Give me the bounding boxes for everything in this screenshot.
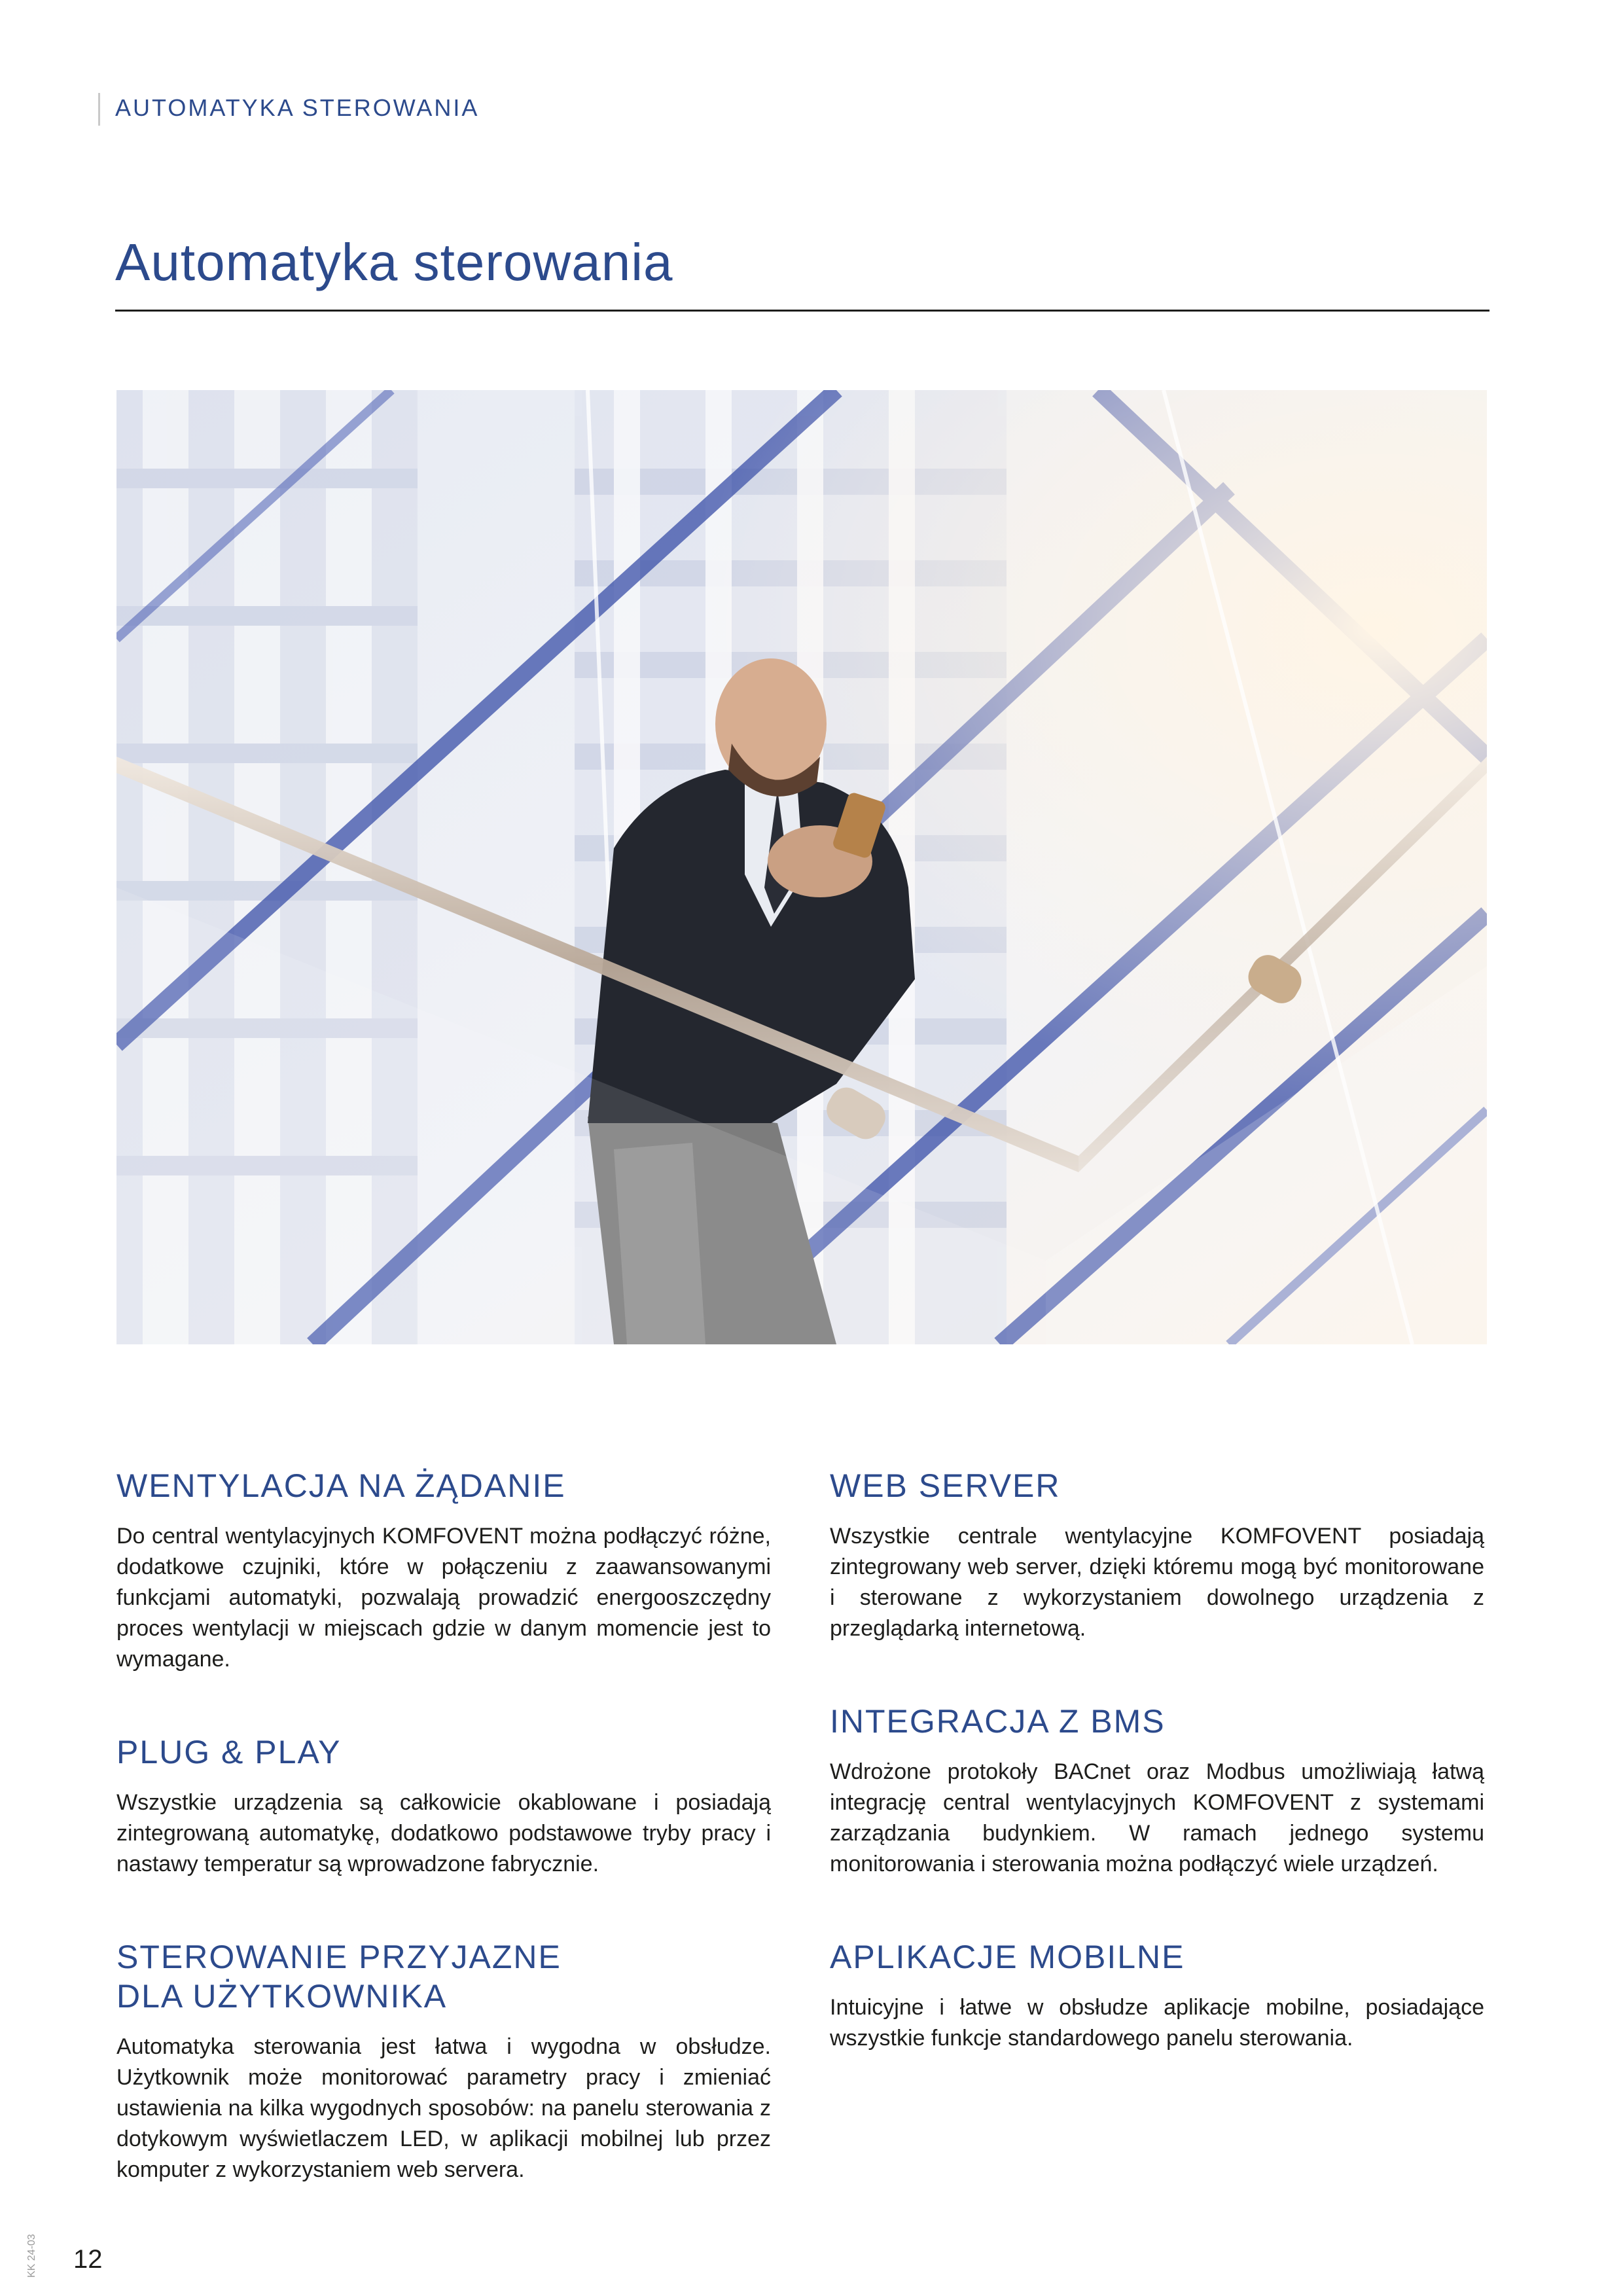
section-heading: PLUG & PLAY [116,1734,342,1770]
section-heading: WENTYLACJA NA ŻĄDANIE [116,1467,566,1504]
section-heading: WEB SERVER [830,1467,1061,1504]
section-plug-and-play [116,1732,771,1880]
section-body: Intuicyjne i łatwe w obsłudze aplikacje mobilne, posiadające wszystkie funkcje standardowego panelu sterowania. [830,1995,1484,2051]
section-heading [116,1937,771,2016]
section-user-friendly-control [116,1937,771,2185]
section-body: Do central wentylacyjnych KOMFOVENT można podłączyć różne, dodatkowe czujniki, które w połączeniu z zaawansowanymi funkcjami automatyki, pozwalają prowadzić energooszczędny proces wentylacji w miejscach gdzie w danym momencie jest to wymagane. [116,1524,771,1672]
businessman-on-glass-balcony-photo [116,390,1487,1344]
section-web-server [830,1466,1484,1644]
title-rule [115,310,1489,312]
section-body: Wdrożone protokoły BACnet oraz Modbus umożliwiają łatwą integrację central wentylacyjnych KOMFOVENT z systemami zarządzania budynkiem. W ramach jednego systemu monitorowania i sterowania można podłączyć wiele urządzeń. [830,1759,1484,1876]
section-body: Wszystkie centrale wentylacyjne KOMFOVENT posiadają zintegrowany web server, dzięki któremu mogą być monitorowane i sterowane z wykorzystaniem dowolnego urządzenia z przeglądarką internetową. [830,1524,1484,1641]
businessman-photo [116,390,1487,1344]
section-label: AUTOMATYKA STEROWANIA [115,94,480,121]
left-column [116,1466,771,2243]
page-number: 12 [73,2245,103,2274]
section-heading-line1: STEROWANIE PRZYJAZNE [116,1939,562,1975]
section-heading: APLIKACJE MOBILNE [830,1939,1185,1975]
right-column [830,1466,1484,2111]
section-body: Wszystkie urządzenia są całkowicie okablowane i posiadają zintegrowaną automatykę, dodatkowo podstawowe tryby pracy i nastawy temperatur są wprowadzone fabrycznie. [116,1790,771,1876]
section-body: Automatyka sterowania jest łatwa i wygodna w obsłudze. Użytkownik może monitorować parametry pracy i zmieniać ustawienia na kilka wygodnych sposobów: na panelu sterowania z dotykowym wyświetlaczem LED, w aplikacji mobilnej lub przez komputer z wykorzystaniem web servera. [116,2034,771,2182]
section-mobile-apps [830,1937,1484,2054]
doc-code: KK 24-03 [26,2234,37,2278]
section-heading: INTEGRACJA Z BMS [830,1703,1166,1740]
page-title: Automatyka sterowania [115,233,673,291]
section-demand-ventilation [116,1466,771,1675]
header-divider [98,93,100,126]
section-bms-integration [830,1702,1484,1880]
section-heading-line2: DLA UŻYTKOWNIKA [116,1978,448,2015]
